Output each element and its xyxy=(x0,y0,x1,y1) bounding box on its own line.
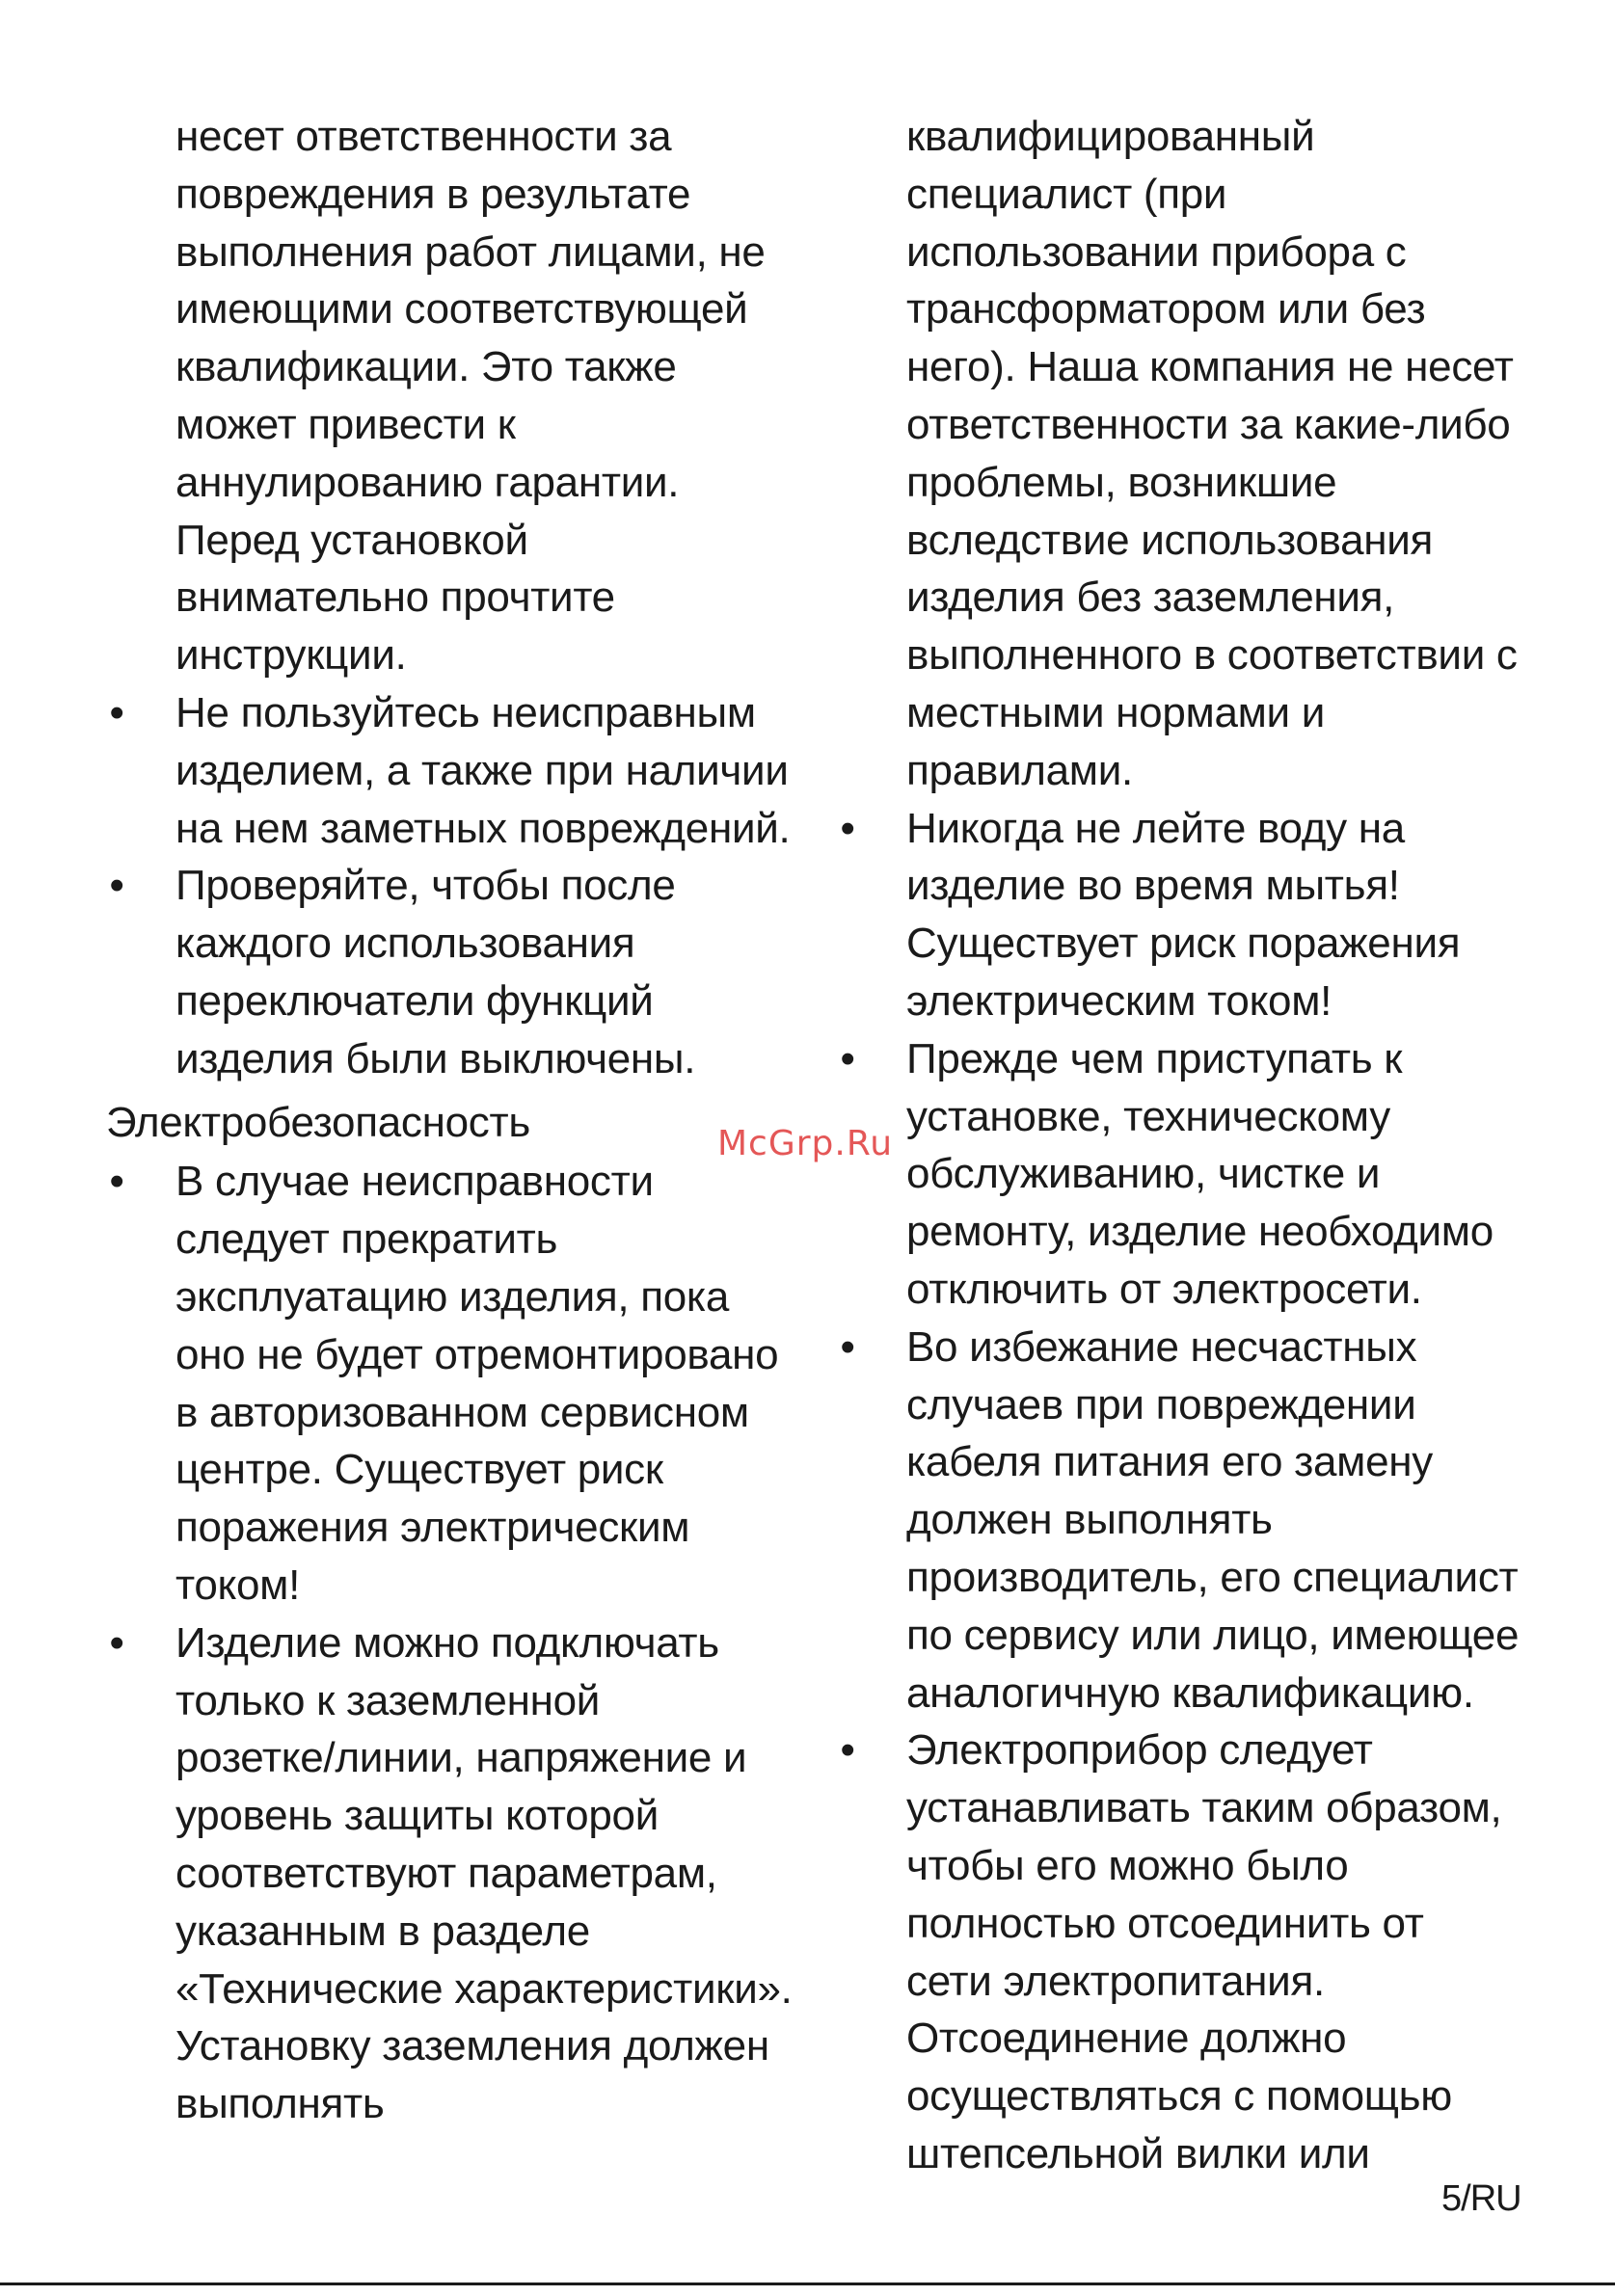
text-line: осуществляться с помощью xyxy=(906,2072,1452,2121)
bottom-divider xyxy=(0,2283,1615,2285)
text-line: эксплуатацию изделия, пока xyxy=(175,1272,730,1321)
text-line: производитель, его специалист xyxy=(906,1553,1519,1601)
text-line: только к заземленной xyxy=(175,1676,601,1724)
right-column xyxy=(837,108,1531,2183)
text-line: каждого использования xyxy=(175,920,635,968)
list-item xyxy=(106,857,800,1087)
text-line: ответственности за какие-либо xyxy=(906,400,1511,448)
text-line: Не пользуйтесь неисправным xyxy=(175,688,756,736)
text-line: током! xyxy=(175,1561,301,1609)
text-line: Проверяйте, чтобы после xyxy=(175,862,676,910)
text-line: установке, техническому xyxy=(906,1092,1390,1140)
text-line: повреждения в результате xyxy=(175,170,691,218)
text-line: проблемы, возникшие xyxy=(906,458,1337,506)
list-item xyxy=(837,1722,1531,2182)
text-line: на нем заметных повреждений. xyxy=(175,804,791,852)
text-line: может привести к xyxy=(175,400,516,448)
text-line: имеющими соответствующей xyxy=(175,285,748,334)
text-line: Электроприбор следует xyxy=(906,1726,1373,1775)
text-line: кабеля питания его замену xyxy=(906,1438,1434,1486)
text-line: изделия были выключены. xyxy=(175,1034,696,1082)
bullet-icon: • xyxy=(109,1618,124,1667)
text-line: должен выполнять xyxy=(906,1496,1273,1544)
text-line: сети электропитания. xyxy=(906,1957,1325,2005)
left-column xyxy=(106,108,800,2133)
text-line: местными нормами и xyxy=(906,688,1326,736)
text-line: указанным в разделе xyxy=(175,1907,590,1955)
text-line: несет ответственности за xyxy=(175,113,672,160)
text-line: отключить от электросети. xyxy=(906,1265,1422,1313)
text-line: изделия без заземления, xyxy=(906,574,1395,622)
text-line: квалифицированный xyxy=(906,113,1315,160)
text-line: выполненного в соответствии с xyxy=(906,631,1518,680)
text-line: вследствие использования xyxy=(906,516,1434,564)
text-line: в авторизованном сервисном xyxy=(175,1388,749,1436)
text-line: Существует риск поражения xyxy=(906,920,1461,968)
left-continuation-paragraph xyxy=(106,108,800,684)
list-item xyxy=(837,1030,1531,1319)
text-line: выполнять xyxy=(175,2080,385,2128)
text-line: переключатели функций xyxy=(175,976,654,1025)
text-line: изделие во время мытья! xyxy=(906,862,1400,910)
text-line: следует прекратить xyxy=(175,1215,558,1264)
bullet-icon: • xyxy=(840,1726,855,1775)
text-line: Во избежание несчастных xyxy=(906,1322,1417,1371)
text-line: выполнения работ лицами, не xyxy=(175,227,766,276)
text-line: поражения электрическим xyxy=(175,1504,690,1552)
text-line: устанавливать таким образом, xyxy=(906,1784,1502,1832)
bullet-icon: • xyxy=(840,1322,855,1371)
text-line: В случае неисправности xyxy=(175,1158,654,1206)
text-line: «Технические характеристики». xyxy=(175,1964,793,2013)
list-item xyxy=(106,1615,800,2133)
text-line: по сервису или лицо, имеющее xyxy=(906,1611,1520,1659)
list-item xyxy=(106,684,800,857)
text-line: внимательно прочтите xyxy=(175,574,615,622)
text-line: Отсоединение должно xyxy=(906,2015,1347,2063)
text-line: соответствуют параметрам, xyxy=(175,1849,717,1897)
text-line: квалификации. Это также xyxy=(175,343,677,391)
text-line: полностью отсоединить от xyxy=(906,1899,1424,1947)
text-line: штепсельной вилки или xyxy=(906,2129,1370,2177)
bullet-icon: • xyxy=(109,862,124,910)
text-line: ремонту, изделие необходимо xyxy=(906,1208,1494,1256)
list-item xyxy=(837,800,1531,1030)
page-number: 5/RU xyxy=(1441,2178,1521,2219)
text-line: использовании прибора с xyxy=(906,227,1407,276)
text-line: инструкции. xyxy=(175,631,407,680)
text-line: обслуживанию, чистке и xyxy=(906,1150,1381,1198)
text-line: специалист (при xyxy=(906,170,1227,218)
text-line: центре. Существует риск xyxy=(175,1446,663,1494)
text-line: правилами. xyxy=(906,746,1133,794)
text-line: Изделие можно подключать xyxy=(175,1618,719,1667)
list-item xyxy=(106,1153,800,1614)
bullet-icon: • xyxy=(109,688,124,736)
bullet-icon: • xyxy=(109,1158,124,1206)
text-line: случаев при повреждении xyxy=(906,1380,1416,1428)
text-line: уровень защиты которой xyxy=(175,1792,659,1840)
text-line: оно не будет отремонтировано xyxy=(175,1330,779,1378)
text-line: Установку заземления должен xyxy=(175,2022,769,2070)
text-line: Никогда не лейте воду на xyxy=(906,804,1405,852)
bullet-icon: • xyxy=(840,1034,855,1082)
text-line: чтобы его можно было xyxy=(906,1841,1349,1889)
text-line: него). Наша компания не несет xyxy=(906,343,1514,391)
text-line: Перед установкой xyxy=(175,516,528,564)
text-line: аннулированию гарантии. xyxy=(175,458,680,506)
text-line: электрическим током! xyxy=(906,976,1332,1025)
right-continuation-paragraph xyxy=(837,108,1531,800)
section-heading: Электробезопасность xyxy=(106,1098,530,1146)
text-line: трансформатором или без xyxy=(906,285,1426,334)
watermark: McGrp.Ru xyxy=(717,1124,894,1163)
bullet-icon: • xyxy=(840,804,855,852)
list-item xyxy=(837,1319,1531,1722)
text-line: розетке/линии, напряжение и xyxy=(175,1734,747,1782)
text-line: аналогичную квалификацию. xyxy=(906,1669,1474,1717)
text-line: изделием, а также при наличии xyxy=(175,746,789,794)
text-line: Прежде чем приступать к xyxy=(906,1034,1403,1082)
